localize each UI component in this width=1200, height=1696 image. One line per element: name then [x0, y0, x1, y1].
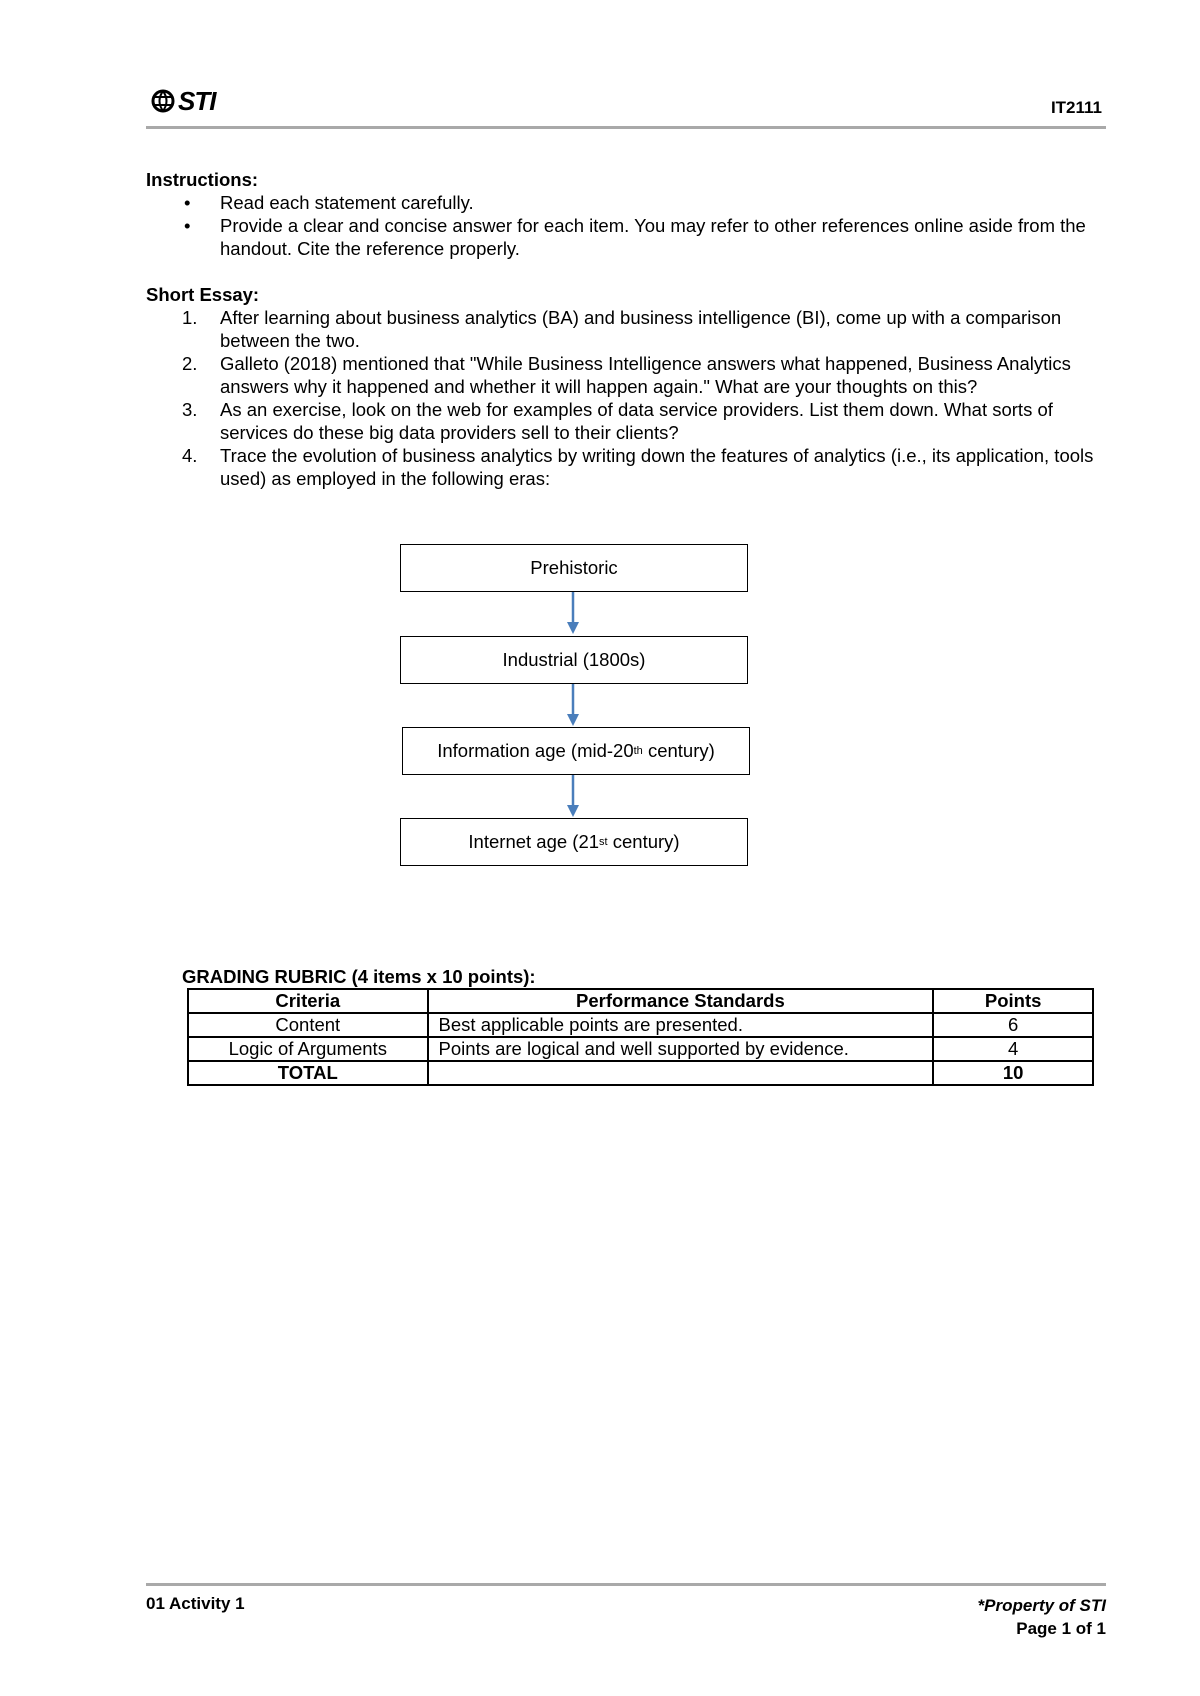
item-text: Galleto (2018) mentioned that "While Business Intelligence answers what happened, Business Analytics answers why it happened and whether it will happen again." What are your thoughts on this? — [220, 353, 1071, 397]
table-row — [188, 1013, 1093, 1037]
activity-content — [146, 168, 1106, 490]
list-item: • Provide a clear and concise answer for each item. You may refer to other references online aside from the handout. Cite the reference properly. — [146, 214, 1106, 260]
footer-activity-label: 01 Activity 1 — [146, 1594, 245, 1613]
column-header-points: Points — [933, 989, 1093, 1013]
property-notice: *Property of STI — [977, 1596, 1106, 1615]
list-item — [146, 444, 1106, 490]
flow-box-label: Prehistoric — [530, 557, 618, 578]
total-standard-cell — [428, 1061, 934, 1085]
sti-logo — [150, 86, 215, 116]
item-text: Trace the evolution of business analytics by writing down the features of analytics (i.e., its application, tools used) as employed in the following eras: — [220, 445, 1094, 489]
total-points-cell: 10 — [933, 1061, 1093, 1085]
logo-text: STI — [178, 85, 216, 116]
flow-box-label-end: century) — [642, 740, 715, 761]
points-cell: 6 — [933, 1013, 1093, 1037]
list-item — [146, 306, 1106, 352]
list-item — [146, 398, 1106, 444]
instructions-list — [146, 191, 1106, 260]
page-number: Page 1 of 1 — [1016, 1619, 1106, 1638]
flow-box-label: Internet age (21 — [468, 831, 600, 852]
rubric-title: GRADING RUBRIC (4 items x 10 points): — [182, 966, 536, 987]
item-number: 3. — [182, 399, 198, 420]
instructions-heading: Instructions: — [146, 169, 259, 190]
item-number: 2. — [182, 353, 198, 374]
footer-rule — [146, 1583, 1106, 1586]
criteria-cell: Content — [188, 1013, 428, 1037]
course-code: IT2111 — [1050, 98, 1102, 117]
table-row — [188, 1037, 1093, 1061]
item-text: As an exercise, look on the web for examples of data service providers. List them down. What sorts of services do these big data providers sell to their clients? — [220, 399, 1053, 443]
grading-rubric-table — [187, 988, 1094, 1086]
down-arrow-icon — [567, 592, 579, 634]
standard-cell: Best applicable points are presented. — [428, 1013, 934, 1037]
flow-box-label: Industrial (1800s) — [502, 649, 646, 670]
flow-box-label: Information age (mid-20 — [437, 740, 634, 761]
points-cell: 4 — [933, 1037, 1093, 1061]
flow-box-internet-age: Internet age (21 st century) — [400, 818, 748, 866]
column-header-standards: Performance Standards — [428, 989, 934, 1013]
standard-cell: Points are logical and well supported by evidence. — [428, 1037, 934, 1061]
flow-box-prehistoric — [400, 544, 748, 592]
flow-box-information-age: Information age (mid-20 th century) — [402, 727, 750, 775]
item-number: 1. — [182, 307, 198, 328]
down-arrow-icon — [567, 684, 579, 726]
table-header-row — [188, 989, 1093, 1013]
header-rule — [146, 126, 1106, 129]
footer-right — [978, 1594, 1106, 1640]
item-number: 4. — [182, 445, 198, 466]
list-item: • Read each statement carefully. — [146, 191, 1106, 214]
item-text: After learning about business analytics (BA) and business intelligence (BI), come up with a comparison between the two. — [220, 307, 1062, 351]
down-arrow-icon — [567, 775, 579, 817]
table-total-row — [188, 1061, 1093, 1085]
short-essay-heading: Short Essay: — [146, 284, 260, 305]
flow-box-industrial — [400, 636, 748, 684]
criteria-cell: Logic of Arguments — [188, 1037, 428, 1061]
total-label-cell: TOTAL — [188, 1061, 428, 1085]
globe-icon — [150, 88, 176, 114]
column-header-criteria: Criteria — [188, 989, 428, 1013]
list-item — [146, 352, 1106, 398]
flow-box-label-end: century) — [607, 831, 680, 852]
short-essay-list — [146, 306, 1106, 490]
